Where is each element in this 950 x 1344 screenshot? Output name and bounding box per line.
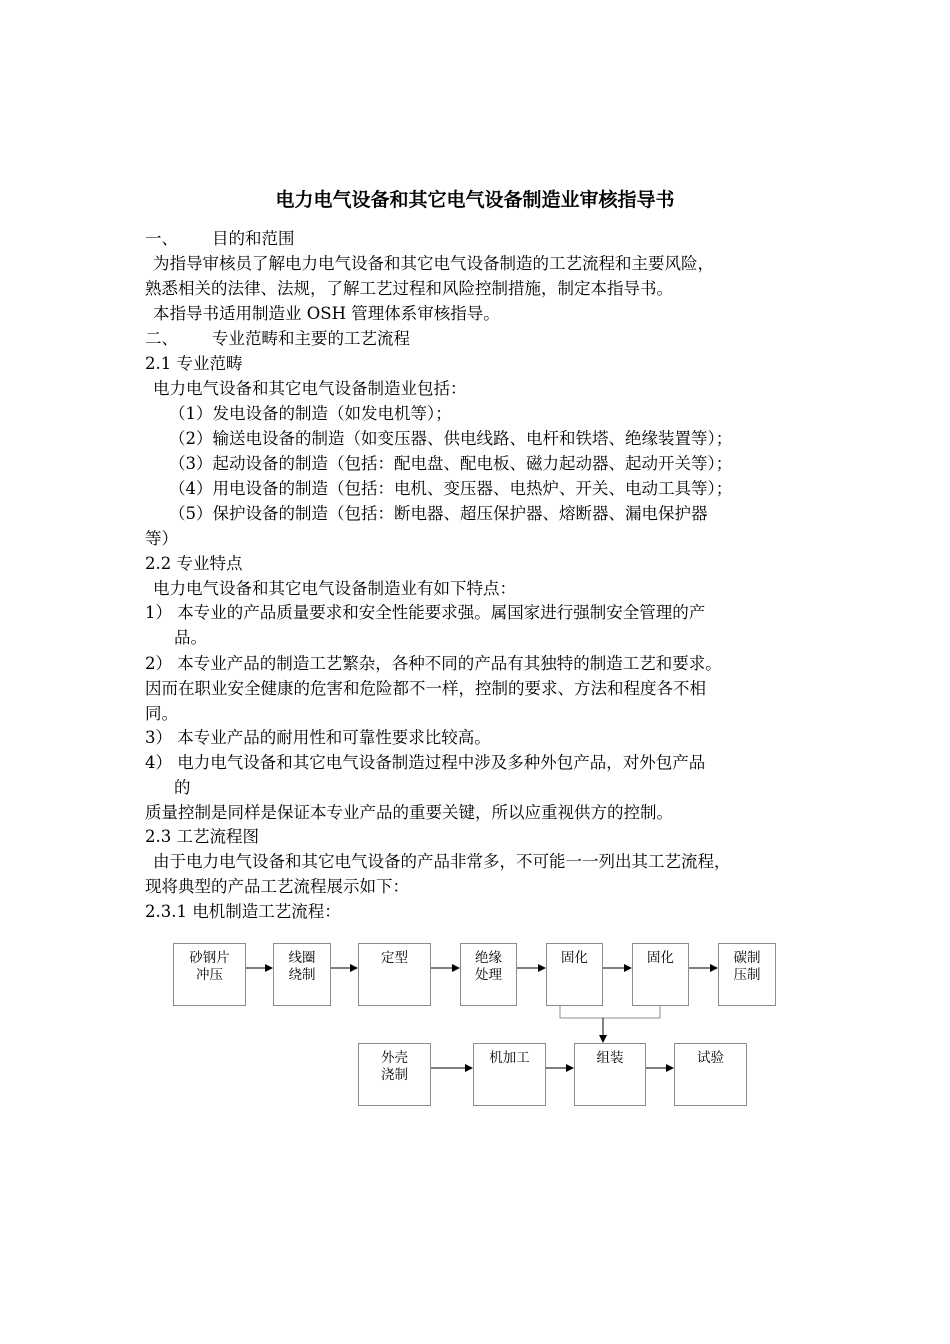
flow-step-box [358, 1043, 431, 1106]
paragraph-line: 为指导审核员了解电力电气设备和其它电气设备制造的工艺流程和主要风险， [153, 254, 714, 273]
paragraph-line: 同。 [145, 704, 178, 723]
flow-step-label: 砂钢片 冲压 [189, 950, 230, 983]
paragraph-line: 质量控制是同样是保证本专业产品的重要关键，所以应重视供方的控制。 [145, 803, 673, 822]
flow-step-label: 定型 [381, 950, 408, 966]
flow-step-label: 线圈 绕制 [288, 950, 316, 983]
list-item: （1）发电设备的制造（如发电机等）； [169, 404, 452, 423]
paragraph-line: 现将典型的产品工艺流程展示如下： [145, 877, 409, 896]
list-item-continuation: 等） [145, 529, 178, 548]
list-item-continuation: 品。 [174, 628, 207, 647]
flow-step-box [546, 943, 603, 1006]
flow-step-label: 绝缘 处理 [475, 950, 502, 983]
paragraph-line: 本指导书适用制造业 OSH 管理体系审核指导。 [153, 304, 500, 323]
paragraph-line: 熟悉相关的法律、法规，了解工艺过程和风险控制措施，制定本指导书。 [145, 279, 673, 298]
subsection-heading: 2.2 专业特点 [145, 554, 243, 573]
list-item: 1） 本专业的产品质量要求和安全性能要求强。属国家进行强制安全管理的产 [145, 603, 706, 622]
flow-step-label: 固化 [561, 950, 588, 966]
list-item: （3）起动设备的制造（包括：配电盘、配电板、磁力起动器、起动开关等）； [169, 454, 733, 473]
document-title: 电力电气设备和其它电气设备制造业审核指导书 [275, 189, 675, 211]
subsection-heading: 2.1 专业范畴 [145, 354, 243, 373]
flow-step-label: 碳制 压制 [733, 950, 761, 983]
list-item: 4） 电力电气设备和其它电气设备制造过程中涉及多种外包产品，对外包产品 [145, 753, 706, 772]
flow-step-label: 机加工 [489, 1050, 530, 1066]
flow-step-box [473, 1043, 546, 1106]
section-1-number: 一、 [145, 229, 178, 248]
flow-step-box [173, 943, 246, 1006]
flow-step-label: 固化 [647, 950, 674, 966]
paragraph-line: 由于电力电气设备和其它电气设备的产品非常多，不可能一一列出其工艺流程， [153, 852, 731, 871]
list-item: （5）保护设备的制造（包括：断电器、超压保护器、熔断器、漏电保护器 [169, 504, 708, 523]
list-item: 2） 本专业产品的制造工艺繁杂，各种不同的产品有其独特的制造工艺和要求。 [145, 654, 722, 673]
flow-step-box [632, 943, 689, 1006]
section-1-heading: 目的和范围 [212, 229, 295, 248]
flow-step-box [674, 1043, 747, 1106]
flow-step-label: 组装 [596, 1050, 624, 1066]
paragraph-line: 电力电气设备和其它电气设备制造业有如下特点： [153, 579, 516, 598]
flow-step-box [574, 1043, 646, 1106]
list-item: （2）输送电设备的制造（如变压器、供电线路、电杆和铁塔、绝缘装置等）； [169, 429, 733, 448]
list-item: 3） 本专业产品的耐用性和可靠性要求比较高。 [145, 728, 491, 747]
subsection-heading: 2.3 工艺流程图 [145, 827, 259, 846]
section-2-heading: 专业范畴和主要的工艺流程 [212, 329, 410, 348]
flow-step-box [358, 943, 431, 1006]
merge-connector [560, 1006, 660, 1018]
section-2-number: 二、 [145, 329, 178, 348]
flow-step-label: 外壳 浇制 [381, 1050, 408, 1083]
flow-step-box [718, 943, 776, 1006]
paragraph-line: 电力电气设备和其它电气设备制造业包括： [153, 379, 467, 398]
flow-step-box [273, 943, 331, 1006]
flow-step-box [460, 943, 517, 1006]
subsection-heading: 2.3.1 电机制造工艺流程： [145, 902, 341, 921]
paragraph-line: 因而在职业安全健康的危害和危险都不一样，控制的要求、方法和程度各不相 [145, 679, 706, 698]
list-item: （4）用电设备的制造（包括：电机、变压器、电热炉、开关、电动工具等）； [169, 479, 733, 498]
list-item-continuation: 的 [174, 778, 191, 797]
flow-step-label: 试验 [697, 1050, 724, 1066]
